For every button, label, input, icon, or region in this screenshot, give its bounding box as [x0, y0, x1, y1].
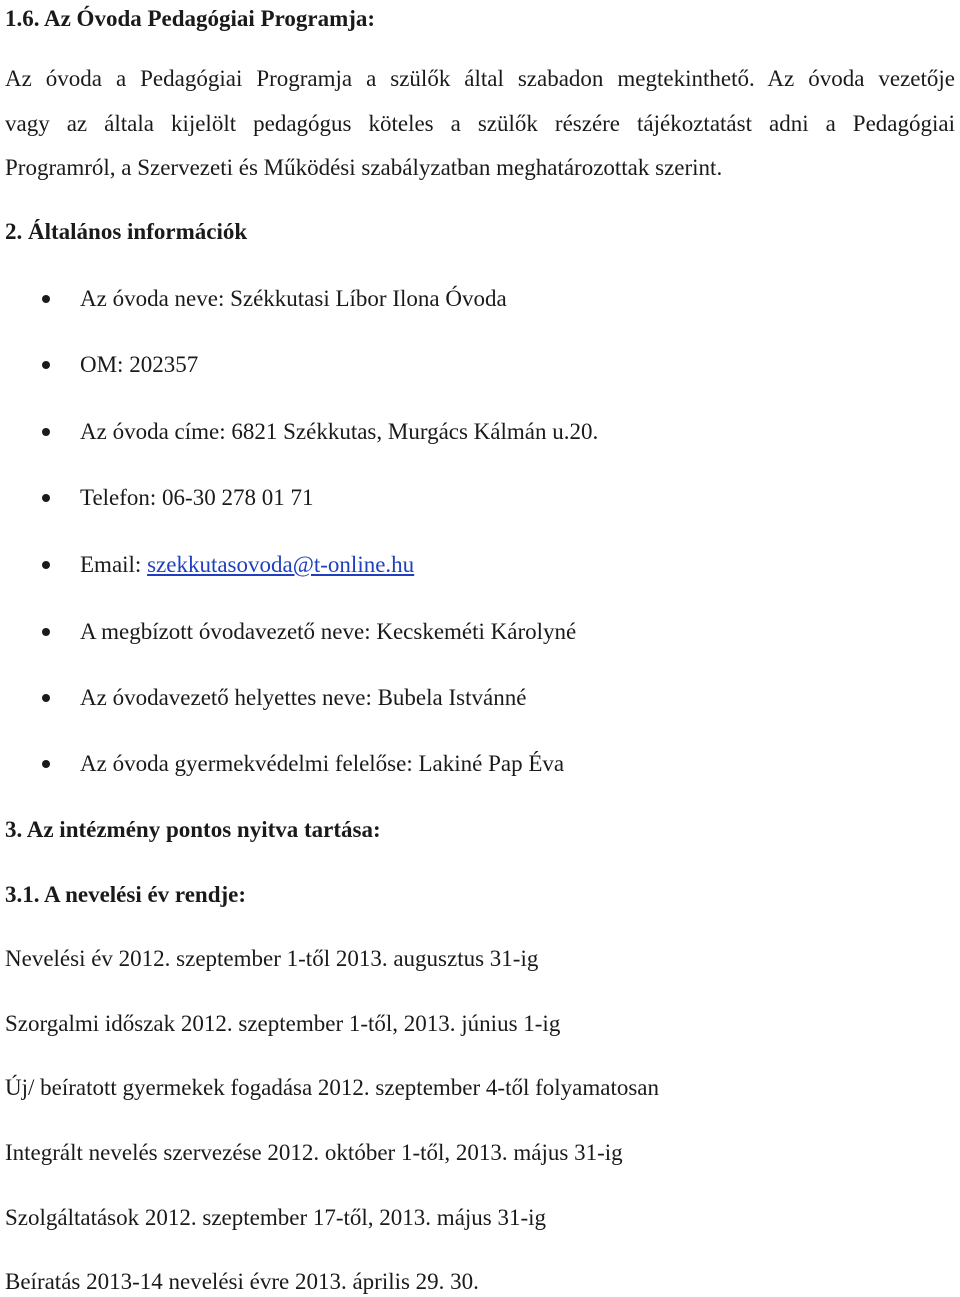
- list-item-text: A megbízott óvodavezető neve: Kecskeméti Károlyné: [80, 619, 577, 644]
- email-link[interactable]: szekkutasovoda@t-online.hu: [147, 552, 415, 577]
- section-1-6-paragraph-line-3: Programról, a Szervezeti és Működési szabályzatban meghatározottak szerint.: [5, 155, 723, 180]
- bullet-icon: [42, 694, 50, 702]
- section-2-heading: 2. Általános információk: [5, 219, 248, 244]
- bullet-icon: [42, 361, 50, 369]
- list-item-text: Az óvoda gyermekvédelmi felelőse: Lakiné Pap Éva: [80, 751, 565, 776]
- bullet-icon: [42, 428, 50, 436]
- bullet-icon: [42, 295, 50, 303]
- section-3-1-heading: 3.1. A nevelési év rendje:: [5, 882, 247, 907]
- bullet-icon: [42, 494, 50, 502]
- section-3-heading: 3. Az intézmény pontos nyitva tartása:: [5, 817, 381, 842]
- list-item-text: Az óvoda címe: 6821 Székkutas, Murgács Kálmán u.20.: [80, 419, 599, 444]
- bullet-icon: [42, 760, 50, 768]
- section-1-6-heading: 1.6. Az Óvoda Pedagógiai Programja:: [5, 6, 376, 31]
- schedule-line: Integrált nevelés szervezése 2012. október 1-től, 2013. május 31-ig: [5, 1140, 623, 1165]
- email-label: Email:: [80, 552, 148, 577]
- list-item-text: Az óvoda neve: Székkutasi Líbor Ilona Óvoda: [80, 286, 507, 311]
- list-item-text: [80, 550, 414, 580]
- schedule-line: Szorgalmi időszak 2012. szeptember 1-től, 2013. június 1-ig: [5, 1011, 561, 1036]
- section-1-6-paragraph-line-1: Az óvoda a Pedagógiai Programja a szülők által szabadon megtekinthető. Az óvoda vezetője: [5, 66, 955, 91]
- schedule-line: Beíratás 2013-14 nevelési évre 2013. április 29. 30.: [5, 1269, 479, 1294]
- list-item-text: Telefon: 06-30 278 01 71: [80, 485, 314, 510]
- list-item-text: Az óvodavezető helyettes neve: Bubela Istvánné: [80, 685, 527, 710]
- schedule-line: Szolgáltatások 2012. szeptember 17-től, 2013. május 31-ig: [5, 1205, 547, 1230]
- section-1-6-paragraph-line-2: vagy az általa kijelölt pedagógus köteles a szülők részére tájékoztatást adni a Pedagógiai: [5, 111, 955, 136]
- bullet-icon: [42, 561, 50, 569]
- schedule-line: Új/ beíratott gyermekek fogadása 2012. szeptember 4-től folyamatosan: [5, 1075, 660, 1100]
- schedule-line: Nevelési év 2012. szeptember 1-től 2013. augusztus 31-ig: [5, 946, 539, 971]
- bullet-icon: [42, 628, 50, 636]
- list-item-text: OM: 202357: [80, 352, 199, 377]
